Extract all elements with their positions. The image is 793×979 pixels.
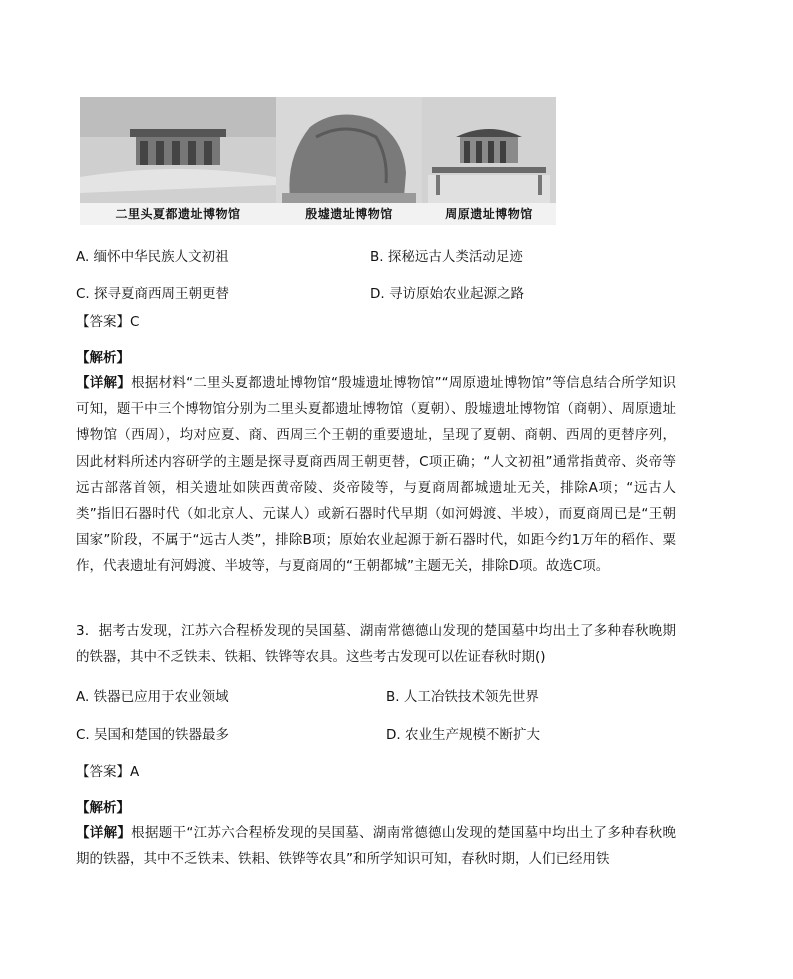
- erlitou-museum-photo: [80, 97, 276, 225]
- q2-analysis-label: 【解析】: [76, 350, 130, 366]
- q2-detail-label: 【详解】: [76, 375, 132, 391]
- q2-detail-paragraph: [76, 370, 676, 580]
- q2-option-d: D. 寻访原始农业起源之路: [370, 286, 524, 302]
- q3-stem: 3．据考古发现，江苏六合程桥发现的吴国墓、湖南常德德山发现的楚国墓中均出土了多种春秋晚期的铁器，其中不乏铁耒、铁耜、铁铧等农具。这些考古发现可以佐证春秋时期(): [76, 623, 676, 666]
- q3-answer-label: 【答案】: [76, 764, 130, 780]
- photo-caption-3: 周原遗址博物馆: [422, 203, 556, 225]
- q3-option-d: D. 农业生产规模不断扩大: [386, 727, 540, 743]
- q2-answer: [76, 312, 139, 332]
- q3-answer: [76, 762, 139, 782]
- q2-option-b: B. 探秘远古人类活动足迹: [370, 249, 523, 265]
- q2-answer-value: C: [130, 314, 140, 330]
- q3-option-c: C. 吴国和楚国的铁器最多: [76, 727, 230, 743]
- q2-option-c: C. 探寻夏商西周王朝更替: [76, 286, 230, 302]
- q2-answer-label: 【答案】: [76, 314, 130, 330]
- zhouyuan-museum-photo: [422, 97, 556, 225]
- q2-option-a: A. 缅怀中华民族人文初祖: [76, 249, 229, 265]
- museum-photo-strip: [80, 97, 556, 225]
- q3-detail-text: 根据题干“江苏六合程桥发现的吴国墓、湖南常德德山发现的楚国墓中均出土了多种春秋晚期的铁器，其中不乏铁耒、铁耜、铁铧等农具”和所学知识可知，春秋时期，人们已经用铁: [76, 825, 677, 868]
- yinxu-museum-photo: [276, 97, 422, 225]
- q3-option-a: A. 铁器已应用于农业领域: [76, 689, 229, 705]
- q3-detail-paragraph: [76, 820, 676, 872]
- q3-answer-value: A: [130, 764, 140, 780]
- photo-caption-1: 二里头夏都遗址博物馆: [80, 203, 276, 225]
- q3-analysis-label: 【解析】: [76, 800, 130, 816]
- q3-option-b: B. 人工冶铁技术领先世界: [386, 689, 539, 705]
- q3-detail-label: 【详解】: [76, 825, 132, 841]
- q2-detail-text: 根据材料“二里头夏都遗址博物馆“殷墟遗址博物馆”“周原遗址博物馆”等信息结合所学知识可知，题干中三个博物馆分别为二里头夏都遗址博物馆（夏朝）、殷墟遗址博物馆（商朝）、周原遗址博物馆（西周），均对应夏、商、西周三个王朝的重要遗址，呈现了夏朝、商朝、西周的更替序列，因此材料所述内容研学的主题是探寻夏商西周王朝更替，C项正确；“人文初祖”通常指黄帝、炎帝等远古部落首领，相关遗址如陕西黄帝陵、炎帝陵等，与夏商周都城遗址无关，排除A项；“远古人类”指旧石器时代（如北京人、元谋人）或新石器时代早期（如河姆渡、半坡），而夏商周已是“王朝国家”阶段，不属于“远古人类”，排除B项；原始农业起源于新石器时代，如距今约1万年的稻作、粟作，代表遗址有河姆渡、半坡等，与夏商周的“王朝都城”主题无关，排除D项。故选C项。: [76, 375, 677, 575]
- photo-caption-2: 殷墟遗址博物馆: [276, 203, 422, 225]
